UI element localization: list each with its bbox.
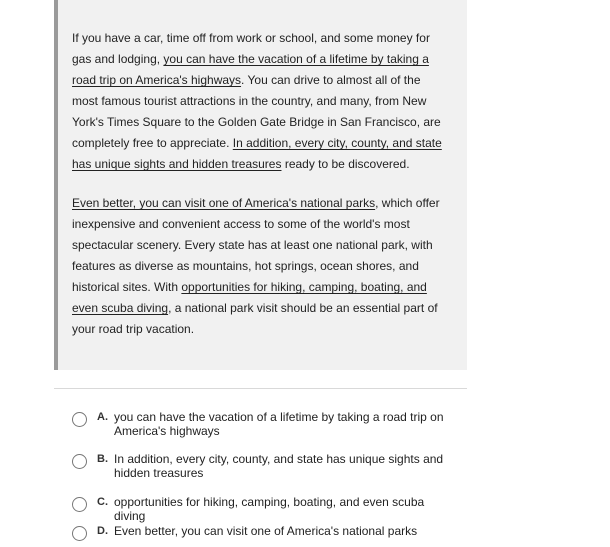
choice-d[interactable]	[72, 524, 454, 541]
passage-text: . You can drive to almost all of the most famous tourist attractions in the country, and many, from New York's Times Square to the Golden Gate Bridge in San Francisco, are completely free to appreciate.	[72, 73, 441, 150]
choice-c[interactable]	[72, 495, 454, 523]
underlined-phrase-c: opportunities for hiking, camping, boating, and even scuba diving	[72, 280, 427, 315]
underlined-phrase-d: Even better, you can visit one of America's national parks	[72, 196, 376, 210]
choice-text: Even better, you can visit one of America's national parks	[114, 524, 418, 538]
choice-letter: A.	[97, 411, 108, 423]
divider	[54, 388, 467, 389]
choice-letter: C.	[97, 496, 108, 508]
radio-c[interactable]	[72, 497, 87, 512]
radio-d[interactable]	[72, 526, 87, 541]
radio-b[interactable]	[72, 454, 87, 469]
choice-text: opportunities for hiking, camping, boating, and even scuba diving	[114, 495, 425, 523]
radio-a[interactable]	[72, 412, 87, 427]
passage-text: ready to be discovered.	[281, 157, 410, 171]
choice-text: you can have the vacation of a lifetime by taking a road trip on America's highways	[114, 410, 444, 438]
underlined-phrase-b: In addition, every city, county, and state has unique sights and hidden treasures	[72, 136, 442, 171]
choice-b[interactable]	[72, 452, 454, 480]
passage-text: , which offer inexpensive and convenient access to some of the world's most spectacular scenery. Every state has at least one national park, with features as diverse as mountains, hot springs, ocean shores, and historical sites. With	[72, 196, 440, 294]
reading-passage	[54, 0, 467, 370]
passage-text: , a national park visit should be an essential part of your road trip vacation.	[72, 301, 438, 336]
passage-text: If you have a car, time off from work or school, and some money for gas and lodging,	[72, 31, 430, 66]
choice-text: In addition, every city, county, and state has unique sights and hidden treasures	[114, 452, 444, 480]
choice-letter: B.	[97, 453, 108, 465]
underlined-phrase-a: you can have the vacation of a lifetime by taking a road trip on America's highways	[72, 52, 429, 87]
choice-letter: D.	[97, 525, 108, 537]
passage-paragraph-2	[72, 193, 444, 340]
passage-paragraph-1	[72, 28, 444, 175]
choice-a[interactable]	[72, 410, 454, 438]
